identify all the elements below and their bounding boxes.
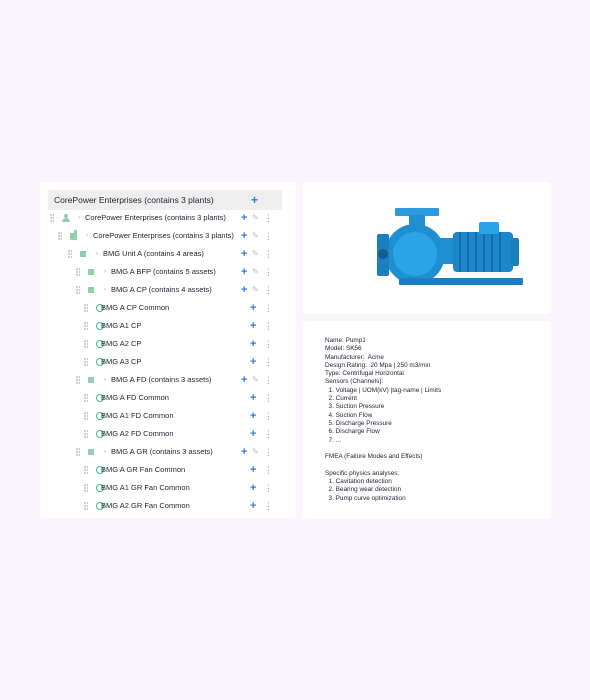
details-line: 2. Bearing wear detection: [325, 486, 402, 494]
expand-chevron-icon[interactable]: ›: [104, 377, 106, 383]
drag-handle-icon[interactable]: [84, 394, 88, 402]
tree-row[interactable]: [40, 479, 296, 497]
tree-row[interactable]: [40, 497, 296, 515]
tree-row[interactable]: [40, 353, 296, 371]
tree-row-label: BMG A1 CP: [101, 321, 142, 330]
more-options-icon[interactable]: ⋮: [264, 411, 273, 421]
drag-handle-icon[interactable]: [84, 412, 88, 420]
tree-row-label: BMG A2 FD Common: [101, 429, 174, 438]
details-line: 3. Suction Pressure: [325, 403, 385, 411]
tree-row[interactable]: [40, 317, 296, 335]
tree-row[interactable]: [40, 389, 296, 407]
add-child-button[interactable]: +: [241, 374, 248, 386]
details-line: [325, 461, 441, 469]
drag-handle-icon[interactable]: [76, 286, 80, 294]
asset-details-panel: [303, 321, 551, 519]
edit-pencil-icon[interactable]: ✎: [252, 231, 259, 240]
tree-row-label: BMG A BFP (contains 5 assets): [111, 267, 216, 276]
drag-handle-icon[interactable]: [58, 232, 62, 240]
add-child-button[interactable]: +: [250, 392, 257, 404]
tree-row-label: BMG A2 CP: [101, 339, 142, 348]
tree-row-label: CorePower Enterprises (contains 3 plants): [85, 213, 226, 222]
more-options-icon[interactable]: ⋮: [264, 267, 273, 277]
tree-row-label: BMG A CP (contains 4 assets): [111, 285, 212, 294]
add-child-button[interactable]: +: [241, 284, 248, 296]
expand-chevron-icon[interactable]: ›: [78, 215, 80, 221]
more-options-icon[interactable]: ⋮: [264, 501, 273, 511]
person-icon: [62, 214, 70, 222]
building-icon: [70, 233, 76, 240]
tree-row[interactable]: [40, 461, 296, 479]
tree-row[interactable]: [40, 227, 296, 245]
details-line: 3. Pump curve optimization: [325, 494, 406, 502]
more-options-icon[interactable]: ⋮: [264, 375, 273, 385]
add-child-button[interactable]: +: [241, 212, 248, 224]
details-line: Sensors (Channels):: [325, 378, 384, 386]
details-line: Model: SK56: [325, 345, 362, 353]
tree-row-label: BMG A GR Fan Common: [101, 465, 186, 474]
area-icon: [80, 251, 86, 257]
more-options-icon[interactable]: ⋮: [264, 285, 273, 295]
details-line: 5. Discharge Pressure: [325, 419, 392, 427]
details-line: 1. Voltage | UOM(kV) |tag-name | Limits: [325, 386, 442, 394]
more-options-icon[interactable]: ⋮: [264, 303, 273, 313]
more-options-icon[interactable]: ⋮: [264, 249, 273, 259]
add-child-button[interactable]: +: [250, 500, 257, 512]
add-child-button[interactable]: +: [250, 410, 257, 422]
tree-row-label: BMG A FD (contains 3 assets): [111, 375, 212, 384]
tree-row[interactable]: [40, 335, 296, 353]
more-options-icon[interactable]: ⋮: [264, 393, 273, 403]
tree-row[interactable]: [40, 425, 296, 443]
details-line: 6. Discharge Flow: [325, 428, 380, 436]
drag-handle-icon[interactable]: [84, 430, 88, 438]
tree-row[interactable]: [40, 263, 296, 281]
drag-handle-icon[interactable]: [76, 268, 80, 276]
asset-details-text: [325, 337, 441, 503]
details-line: 1. Cavitation detection: [325, 478, 392, 486]
more-options-icon[interactable]: ⋮: [264, 213, 273, 223]
pump-image: [303, 182, 551, 314]
edit-pencil-icon[interactable]: ✎: [252, 249, 259, 258]
details-line: Specific physics analyses:: [325, 469, 400, 477]
area-icon: [88, 287, 94, 293]
add-child-button[interactable]: +: [241, 266, 248, 278]
drag-handle-icon[interactable]: [84, 502, 88, 510]
expand-chevron-icon[interactable]: ›: [86, 233, 88, 239]
drag-handle-icon[interactable]: [84, 466, 88, 474]
add-child-button[interactable]: +: [250, 356, 257, 368]
add-child-button[interactable]: +: [241, 446, 248, 458]
add-child-button[interactable]: +: [250, 482, 257, 494]
asset-tree-panel: [40, 182, 296, 518]
add-child-button[interactable]: +: [241, 248, 248, 260]
tree-row-label: BMG A FD Common: [101, 393, 169, 402]
edit-pencil-icon[interactable]: ✎: [252, 375, 259, 384]
expand-chevron-icon[interactable]: ›: [104, 287, 106, 293]
details-line: Name: Pump1: [325, 337, 366, 344]
details-line: [325, 445, 441, 453]
add-child-button[interactable]: +: [241, 230, 248, 242]
tree-row[interactable]: [40, 299, 296, 317]
add-child-button[interactable]: +: [250, 302, 257, 314]
details-line: 2. Current: [325, 395, 357, 403]
more-options-icon[interactable]: ⋮: [264, 357, 273, 367]
tree-row[interactable]: [40, 443, 296, 461]
tree-row-label: BMG A3 CP: [101, 357, 142, 366]
expand-chevron-icon[interactable]: ›: [96, 251, 98, 257]
area-icon: [88, 269, 94, 275]
add-child-button[interactable]: +: [250, 320, 257, 332]
tree-row-label: BMG A2 GR Fan Common: [101, 501, 190, 510]
details-line: Design Rating: 20 Mpa | 250 m3/min: [325, 361, 431, 369]
tree-row-label: BMG Unit A (contains 4 areas): [103, 249, 204, 258]
drag-handle-icon[interactable]: [84, 358, 88, 366]
tree-row[interactable]: [40, 371, 296, 389]
tree-row[interactable]: [40, 281, 296, 299]
add-child-button[interactable]: +: [250, 464, 257, 476]
more-options-icon[interactable]: ⋮: [264, 231, 273, 241]
tree-header[interactable]: [48, 190, 282, 210]
area-icon: [88, 377, 94, 383]
drag-handle-icon[interactable]: [76, 376, 80, 384]
more-options-icon[interactable]: ⋮: [264, 483, 273, 493]
area-icon: [88, 449, 94, 455]
expand-chevron-icon[interactable]: ›: [104, 449, 106, 455]
edit-pencil-icon[interactable]: ✎: [252, 213, 259, 222]
tree-row[interactable]: [40, 245, 296, 263]
details-line: 7. ...: [325, 436, 341, 444]
more-options-icon[interactable]: ⋮: [264, 429, 273, 439]
drag-handle-icon[interactable]: [68, 250, 72, 258]
tree-row[interactable]: [40, 209, 296, 227]
details-line: FMEA (Failure Modes and Effects): [325, 453, 423, 461]
details-line: Manufacturer: Acme: [325, 353, 384, 361]
tree-row-label: BMG A CP Common: [101, 303, 170, 312]
drag-handle-icon[interactable]: [50, 214, 54, 222]
drag-handle-icon[interactable]: [84, 340, 88, 348]
more-options-icon[interactable]: ⋮: [264, 321, 273, 331]
drag-handle-icon[interactable]: [76, 448, 80, 456]
expand-chevron-icon[interactable]: ›: [104, 269, 106, 275]
tree-row-label: BMG A1 FD Common: [101, 411, 174, 420]
details-line: Type: Centrifugal Horizontal: [325, 370, 404, 378]
edit-pencil-icon[interactable]: ✎: [252, 267, 259, 276]
edit-pencil-icon[interactable]: ✎: [252, 447, 259, 456]
asset-image-panel: [303, 182, 551, 314]
drag-handle-icon[interactable]: [84, 484, 88, 492]
add-child-button[interactable]: +: [250, 338, 257, 350]
tree-row-label: CorePower Enterprises (contains 3 plants): [93, 231, 234, 240]
tree-row[interactable]: [40, 407, 296, 425]
add-child-button[interactable]: +: [250, 428, 257, 440]
drag-handle-icon[interactable]: [84, 304, 88, 312]
edit-pencil-icon[interactable]: ✎: [252, 285, 259, 294]
tree-row-label: BMG A GR (contains 3 assets): [111, 447, 213, 456]
details-line: 4. Suction Flow: [325, 411, 373, 419]
drag-handle-icon[interactable]: [84, 322, 88, 330]
more-options-icon[interactable]: ⋮: [264, 339, 273, 349]
tree-header-title: CorePower Enterprises (contains 3 plants): [54, 195, 214, 205]
tree-row-label: BMG A1 GR Fan Common: [101, 483, 190, 492]
more-options-icon[interactable]: ⋮: [264, 447, 273, 457]
add-root-button[interactable]: +: [250, 193, 258, 207]
more-options-icon[interactable]: ⋮: [264, 465, 273, 475]
